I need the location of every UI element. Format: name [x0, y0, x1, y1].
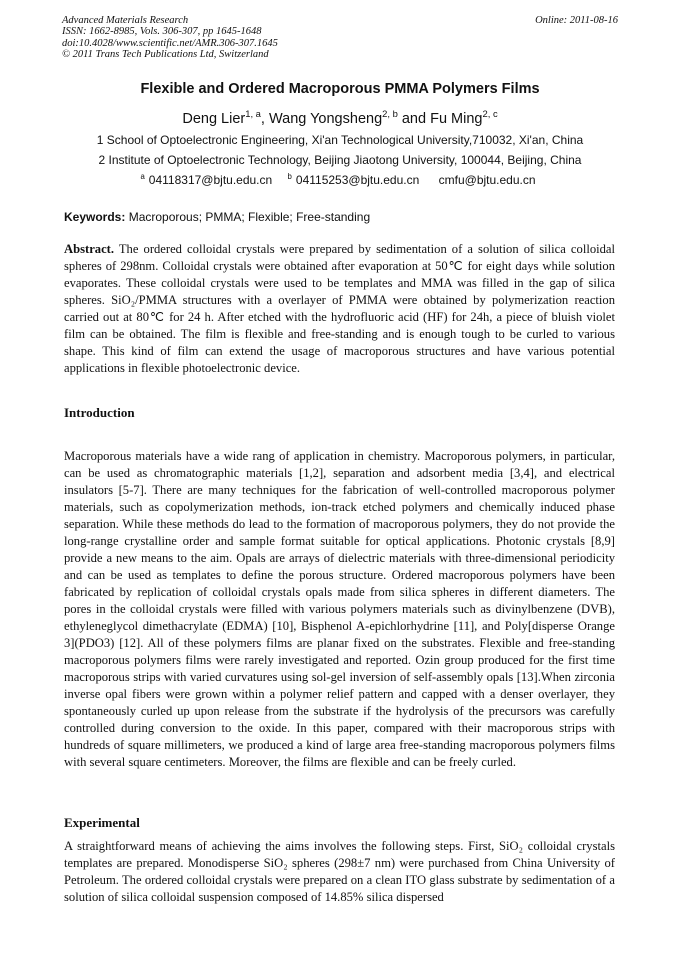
email-mark: b [287, 172, 292, 181]
abstract-label: Abstract. [64, 242, 115, 256]
author-name: Fu Ming [430, 111, 483, 127]
email-list [62, 173, 618, 187]
author-affil-mark: 1, a [245, 108, 261, 120]
affiliation-2: 2 Institute of Optoelectronic Technology, Beijing Jiaotong University, 100044, Beijing, China [98, 153, 582, 167]
keywords-text: Macroporous; PMMA; Flexible; Free-standing [125, 210, 371, 224]
author-and: and [397, 111, 431, 127]
author-list [62, 108, 618, 127]
paper-title: Flexible and Ordered Macroporous PMMA Polymers Films [140, 81, 540, 97]
author-name: Wang Yongsheng [268, 111, 383, 127]
section-heading-experimental: Experimental [64, 815, 140, 830]
online-date: Online: 2011-08-16 [535, 15, 618, 26]
affiliation-1: 1 School of Optoelectronic Engineering, Xi'an Technological University,710032, Xi'an, China [96, 133, 584, 147]
doi-line: doi:10.4028/www.scientific.net/AMR.306-307.1645 [62, 37, 278, 49]
email-mark: a [140, 172, 145, 181]
section-heading-introduction: Introduction [64, 405, 135, 420]
abstract [64, 241, 615, 377]
author-affil-mark: 2, c [482, 108, 498, 120]
experimental-text: A straightforward means of achieving the aims involves the following steps. First, SiO₂ colloidal crystals templates are prepared. Monodisperse SiO₂ spheres (298±7 nm) were purchased from China University of Petroleum. The ordered colloidal crystals were prepared on a clean ITO glass substrate by sedimentation of a solution of silica colloidal suspension composed of 14.85% silica dispersed [64, 839, 615, 904]
keywords-label: Keywords: [64, 210, 126, 224]
author-separator: , [260, 111, 269, 127]
email-item [288, 173, 424, 187]
email-address: 04118317@bjtu.edu.cn [148, 173, 273, 187]
journal-name: Advanced Materials Research [62, 15, 189, 26]
issn-line: ISSN: 1662-8985, Vols. 306-307, pp 1645-1648 [62, 26, 262, 38]
email-item [435, 173, 540, 187]
email-item [140, 173, 276, 187]
keywords [64, 210, 616, 224]
author-affil-mark: 2, b [382, 108, 398, 120]
email-address: 04115253@bjtu.edu.cn [295, 173, 420, 187]
introduction-text: Macroporous materials have a wide rang of application in chemistry. Macroporous polymers, in particular, can be used as chromatographic materials [1,2], separation and adsorbent media [3,4], and electrical insulators [5-7]. There are many techniques for the fabrication of well-controlled macroporous polymer materials, such as copolymerization methods, ion-track etched polymers and chemically induced phase separation. While these methods do lead to the formation of macroporous polymers, they do not provide the long-range crystalline order and sample format suitable for optical applications. Photonic crystals [8,9] provide a new means to the aim. Opals are arrays of dielectric materials with three-dimensional periodicity and can be used as templates to define the porous structure. Ordered macroporous polymers have been fabricated by replication of colloidal crystals opals made from silica spheres in different diameters. The pores in the colloidal crystals were filled with various polymers materials such as divinylbenzene (DVB), ethyleneglycol dimethacrylate (EDMA) [10], Bisphenol A-epichlorhydrine [11], and Poly[disperse Orange 3](PDO3) [12]. All of these polymers films are planar fixed on the substrates. Flexible and free-standing macroporous polymers films were rarely investigated and reported. Ozin group produced for the first time macroporous strips with varied curvatures using sol-gel inversion of self-assembly opals [13].When zirconia inverse opal fibers were grown within a polymer relief pattern and capped with a denser overlayer, they spontaneously curled up upon release from the substrate if the hydrolysis of the precursors was carefully controlled during conversion to the oxide. In this paper, compared with their macroporous strips with hundreds of square millimeters, we produced a kind of large area free-standing macroporous polymers films with several square centimeters. Moreover, the films are flexible and can be freely curled. [64, 449, 615, 769]
copyright-line: © 2011 Trans Tech Publications Ltd, Switzerland [62, 49, 269, 61]
abstract-text: The ordered colloidal crystals were prepared by sedimentation of a solution of silica colloidal spheres of 298nm. Colloidal crystals were obtained after evaporation at 50℃ for eight days while solution evaporates. These colloidal crystals were used to be templates and MMA was filled in the gap of silica spheres. SiO₂/PMMA structures with a overlayer of PMMA were obtained by polymerization reaction carried out at 80℃ for 24 h. After etched with the hydrofluoric acid (HF) for 24h, a piece of bluish violet film can be obtained. The film is flexible and free-standing and is enough tough to be curled to various shape. This kind of film can extend the usage of macroporous structures and have various potential applications in flexible photoelectronic device. [64, 242, 615, 375]
journal-header [62, 15, 618, 61]
email-address: cmfu@bjtu.edu.cn [438, 173, 536, 187]
author-name: Deng Lier [182, 111, 246, 127]
